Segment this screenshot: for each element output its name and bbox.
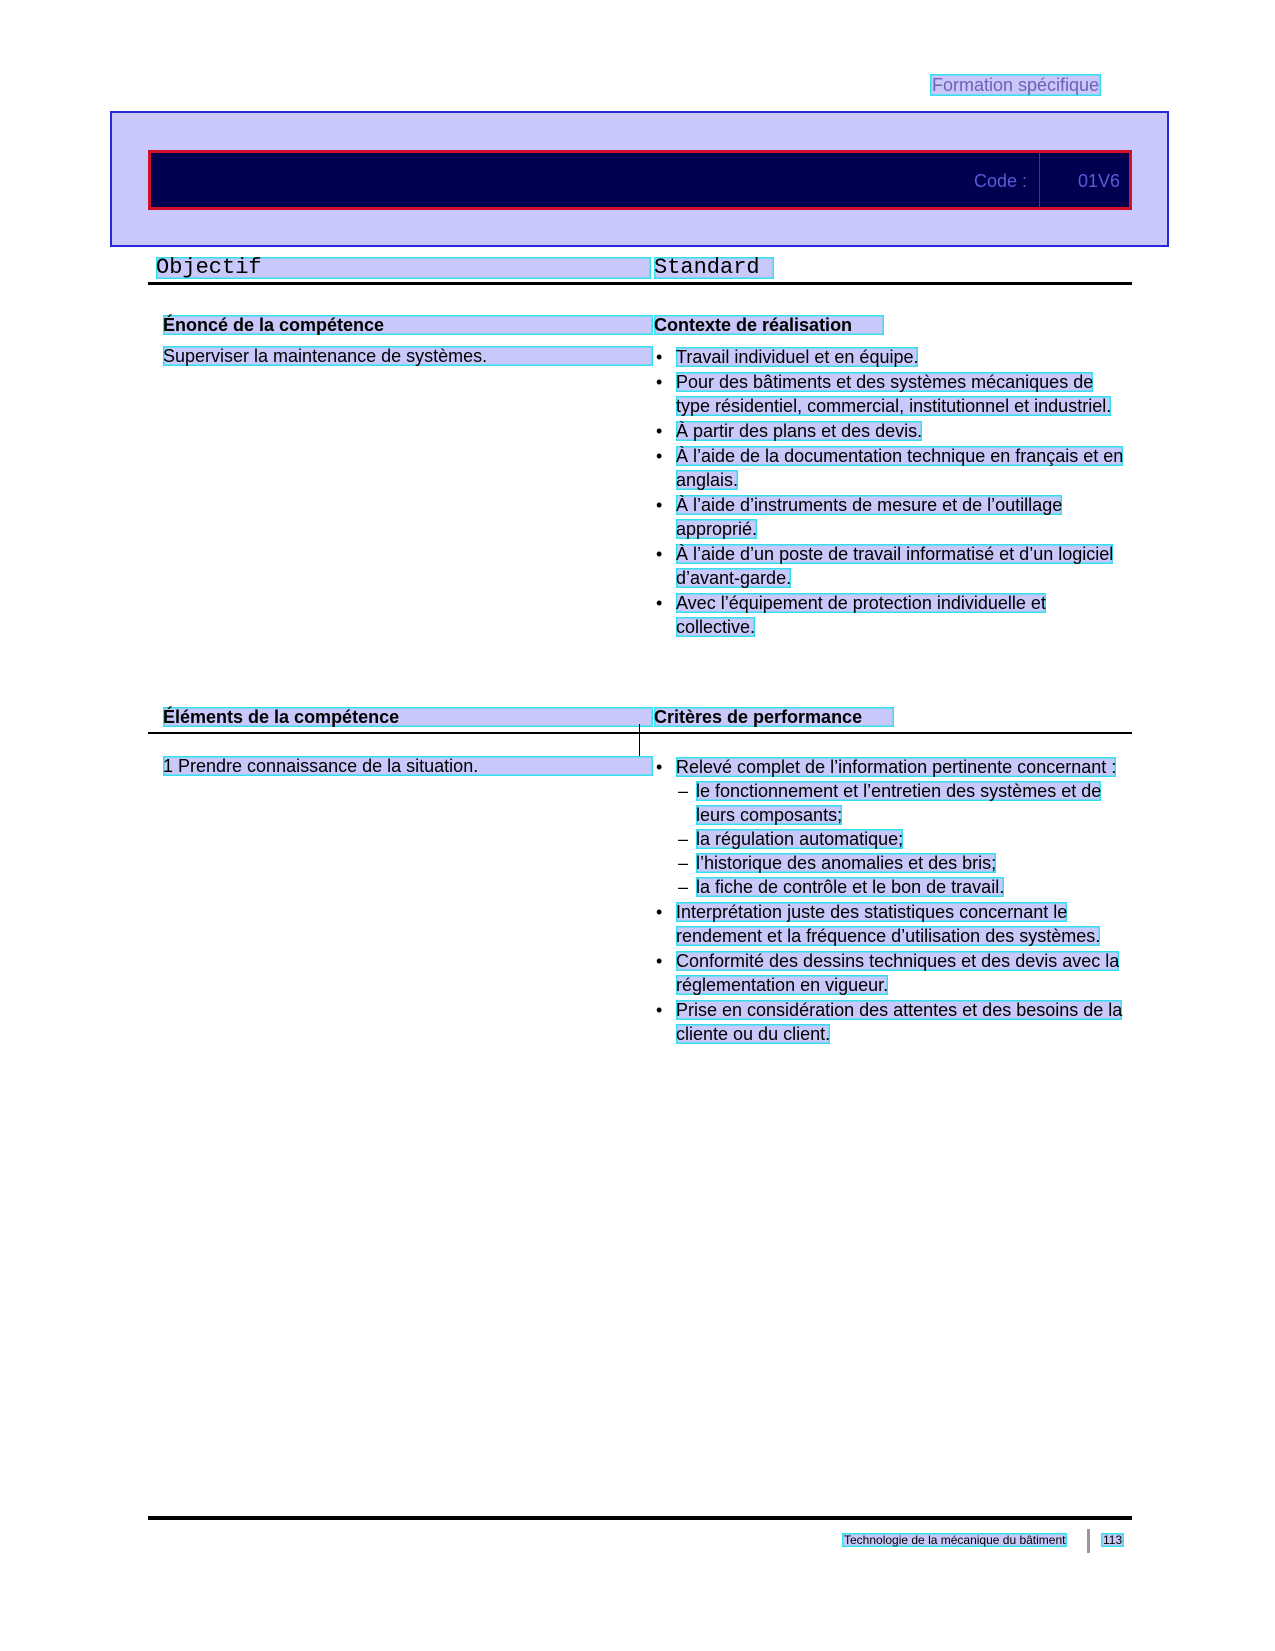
critere-item-text: Interprétation juste des statistiques concernant le rendement et la fréquence d’utilisation des systèmes. <box>676 902 1101 946</box>
critere-item <box>654 755 1124 899</box>
dash-icon: – <box>678 877 689 897</box>
criteres-list <box>654 755 1124 1047</box>
code-divider <box>1039 150 1040 210</box>
bullet-icon: • <box>656 446 663 466</box>
footer-rule <box>148 1516 1132 1520</box>
contexte-item-text: Pour des bâtiments et des systèmes mécaniques de type résidentiel, commercial, institutionnel et industriel. <box>676 372 1112 416</box>
critere-subitem <box>676 851 1124 875</box>
contexte-item <box>654 419 1124 443</box>
section-rule <box>148 732 1132 734</box>
bullet-icon: • <box>656 593 663 613</box>
bullet-icon: • <box>656 495 663 515</box>
contexte-item <box>654 444 1124 492</box>
elements-heading: Éléments de la compétence <box>163 707 653 727</box>
critere-item <box>654 998 1124 1046</box>
critere-subitem <box>676 779 1124 827</box>
critere-item-text: Conformité des dessins techniques et des devis avec la réglementation en vigueur. <box>676 951 1120 995</box>
critere-subitem-text: la fiche de contrôle et le bon de travail. <box>696 877 1005 897</box>
standard-column-title: Standard <box>654 257 774 279</box>
bullet-icon: • <box>656 372 663 392</box>
code-value: 01V6 <box>1078 171 1121 191</box>
bullet-icon: • <box>656 757 663 777</box>
critere-subitem-text: l’historique des anomalies et des bris; <box>696 853 997 873</box>
critere-subitem <box>676 875 1124 899</box>
contexte-item-text: Travail individuel et en équipe. <box>676 347 919 367</box>
code-label: Code : <box>974 171 1028 191</box>
critere-item-text: Relevé complet de l’information pertinente concernant : <box>676 757 1117 777</box>
footer-separator <box>1087 1529 1090 1553</box>
bullet-icon: • <box>656 1000 663 1020</box>
critere-item-text: Prise en considération des attentes et des besoins de la cliente ou du client. <box>676 1000 1123 1044</box>
contexte-heading: Contexte de réalisation <box>654 315 884 335</box>
contexte-item-text: À l’aide d’un poste de travail informatisé et d’un logiciel d’avant-garde. <box>676 544 1114 588</box>
footer-document-title: Technologie de la mécanique du bâtiment <box>844 1533 1066 1547</box>
critere-item <box>654 949 1124 997</box>
bullet-icon: • <box>656 347 663 367</box>
dash-icon: – <box>678 853 689 873</box>
formation-label: Formation spécifique <box>932 75 1100 95</box>
critere-subitem-text: le fonctionnement et l’entretien des systèmes et de leurs composants; <box>696 781 1102 825</box>
contexte-list <box>654 345 1124 640</box>
contexte-item <box>654 542 1124 590</box>
competence-heading: Énoncé de la compétence <box>163 315 653 335</box>
bullet-icon: • <box>656 951 663 971</box>
contexte-item <box>654 493 1124 541</box>
contexte-item-text: À partir des plans et des devis. <box>676 421 923 441</box>
bullet-icon: • <box>656 544 663 564</box>
contexte-item-text: Avec l’équipement de protection individuelle et collective. <box>676 593 1046 637</box>
bullet-icon: • <box>656 902 663 922</box>
header-rule <box>148 282 1132 285</box>
competence-statement: Superviser la maintenance de systèmes. <box>163 346 653 366</box>
critere-sublist <box>676 779 1124 899</box>
contexte-item <box>654 591 1124 639</box>
dash-icon: – <box>678 829 689 849</box>
page-number: 113 <box>1103 1533 1123 1547</box>
contexte-item <box>654 370 1124 418</box>
contexte-item-text: À l’aide de la documentation technique en français et en anglais. <box>676 446 1124 490</box>
critere-item <box>654 900 1124 948</box>
element-item: 1 Prendre connaissance de la situation. <box>163 756 653 776</box>
criteres-heading: Critères de performance <box>654 707 894 727</box>
critere-subitem <box>676 827 1124 851</box>
dash-icon: – <box>678 781 689 801</box>
objectif-column-title: Objectif <box>156 257 651 279</box>
critere-subitem-text: la régulation automatique; <box>696 829 904 849</box>
bullet-icon: • <box>656 421 663 441</box>
contexte-item-text: À l’aide d’instruments de mesure et de l’outillage approprié. <box>676 495 1063 539</box>
contexte-item <box>654 345 1124 369</box>
